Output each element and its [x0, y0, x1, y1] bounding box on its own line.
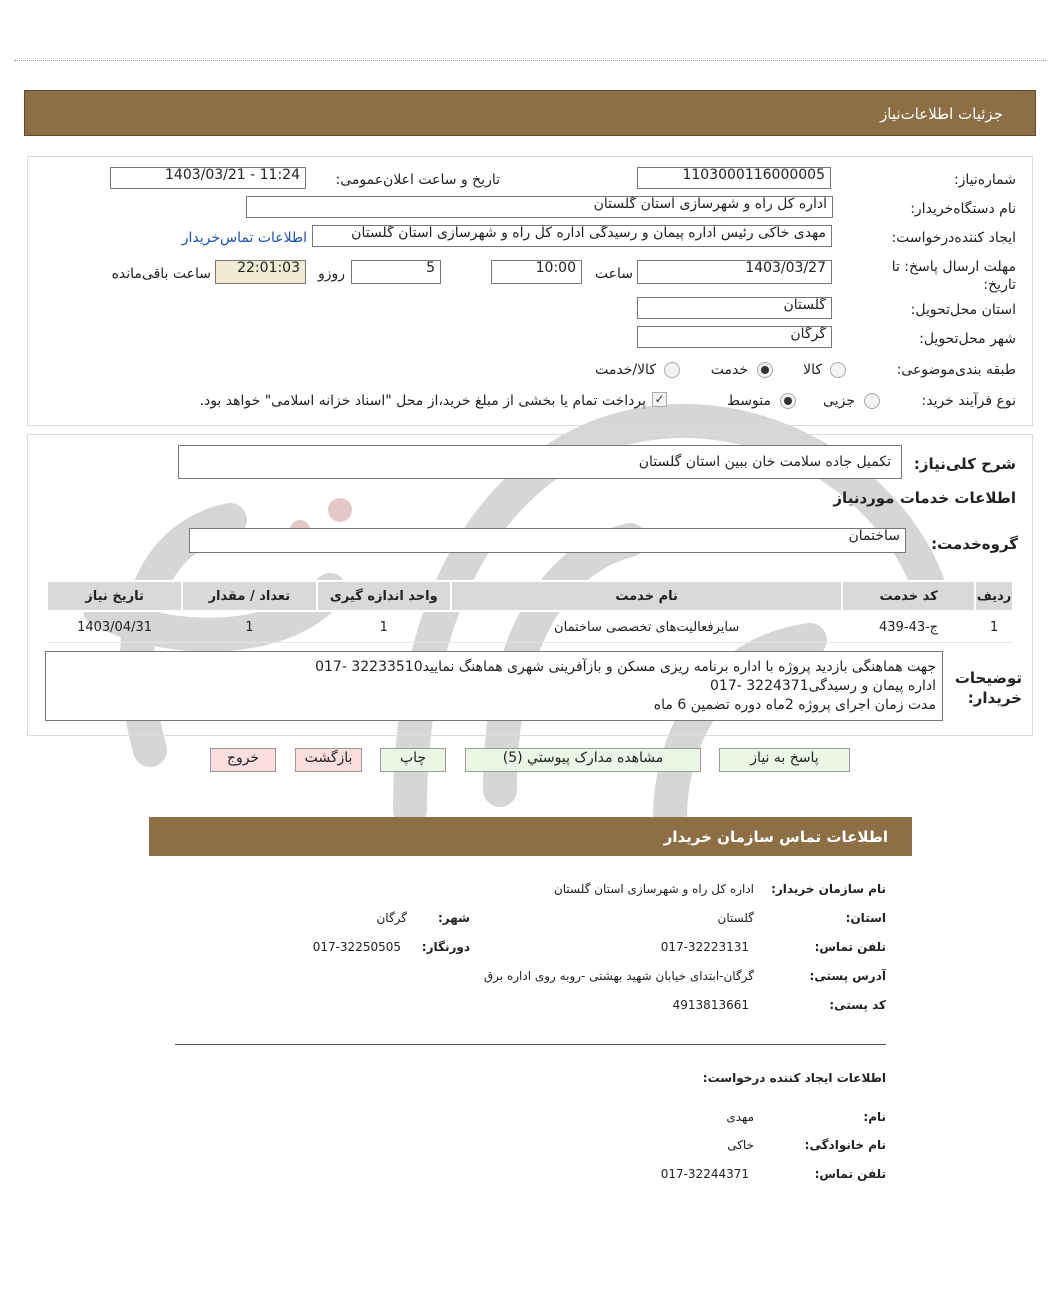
print-button[interactable]: چاپ: [380, 748, 446, 772]
col-service-name: نام خدمت: [451, 581, 842, 611]
deadline-time-label: ساعت: [594, 266, 633, 282]
process-medium-radio[interactable]: [780, 393, 796, 409]
contact-header-bar: [149, 817, 912, 856]
category-service-radio[interactable]: [757, 362, 773, 378]
buyer-notes-line: اداره پیمان و رسیدگی3224371 -017: [710, 678, 936, 694]
cell-service-name: سایرفعالیت‌های تخصصی ساختمان: [451, 611, 842, 643]
category-service-label: خدمت: [710, 362, 748, 378]
buyer-org-label: نام دستگاه‌خریدار:: [910, 201, 1016, 217]
contact-province-label: استان:: [845, 911, 886, 925]
col-service-code: کد خدمت: [842, 581, 975, 611]
remaining-time-field: 22:01:03: [215, 260, 306, 284]
deadline-label: مهلت ارسال پاسخ: تا تاریخ:: [891, 259, 1016, 293]
cell-need-date: 1403/04/31: [47, 611, 182, 643]
category-goods-label: کالا: [803, 362, 822, 378]
remaining-label: ساعت باقی‌مانده: [111, 266, 211, 282]
city-field: گرگان: [637, 326, 832, 348]
creator-field: مهدی خاکی رئیس اداره پیمان و رسیدگی اداره کل راه و شهرسازی استان گلستان: [312, 225, 832, 247]
days-label: روزو: [317, 266, 345, 282]
category-goods-radio[interactable]: [830, 362, 846, 378]
city-label: شهر محل‌تحویل:: [919, 331, 1016, 347]
creator-info-heading: اطلاعات ایجاد کننده درخواست:: [702, 1071, 886, 1085]
process-minor-radio[interactable]: [864, 393, 880, 409]
creator-last-name-value: خاکی: [727, 1138, 754, 1152]
col-unit: واحد اندازه گیری: [317, 581, 451, 611]
contact-postal-value: 4913813661: [672, 998, 749, 1012]
contact-fax-label: دورنگار:: [421, 940, 470, 954]
process-medium-label: متوسط: [727, 393, 771, 409]
treasury-payment-note: پرداخت تمام یا بخشی از مبلغ خرید،از محل "اسناد خزانه اسلامی" خواهد بود.: [199, 393, 646, 409]
cell-unit: 1: [317, 611, 451, 643]
process-type-label: نوع فرآیند خرید:: [921, 393, 1016, 409]
general-description-field: تکمیل جاده سلامت خان ببین استان گلستان: [178, 445, 902, 479]
general-description-label: شرح کلی‌نیاز:: [913, 455, 1016, 473]
process-minor-label: جزیی: [823, 393, 855, 409]
view-attachments-button[interactable]: مشاهده مدارک پیوستي (5): [465, 748, 701, 772]
services-table: [46, 580, 1014, 643]
contact-divider: [175, 1044, 886, 1045]
contact-header-title: اطلاعات تماس سازمان خریدار: [663, 828, 888, 846]
contact-phone-label: تلفن تماس:: [814, 940, 886, 954]
need-number-field: 1103000116000005: [637, 167, 831, 189]
contact-fax-value: 017-32250505: [312, 940, 401, 954]
days-field: 5: [351, 260, 441, 284]
buyer-notes-line: مدت زمان اجرای پروژه 2ماه دوره تضمین 6 ماه: [653, 697, 936, 713]
contact-org-label: نام سازمان خریدار:: [771, 882, 886, 896]
service-group-field: ساختمان: [189, 528, 906, 553]
service-group-label: گروه‌خدمت:: [931, 535, 1018, 553]
announce-datetime-field: 1403/03/21 - 11:24: [110, 167, 306, 189]
buyer-notes-label: توضیحات خریدار:: [954, 669, 1022, 707]
buyer-contact-link[interactable]: اطلاعات تماس‌خریدار: [181, 230, 307, 246]
contact-address-value: گرگان-ابتدای خیابان شهید بهشتی -روبه روی اداره برق: [483, 969, 754, 983]
creator-phone-value: 017-32244371: [660, 1167, 749, 1181]
back-button[interactable]: بازگشت: [295, 748, 362, 772]
contact-city-value: گرگان: [376, 911, 407, 925]
respond-button[interactable]: پاسخ به نیاز: [719, 748, 850, 772]
top-divider: [14, 60, 1046, 61]
province-label: استان محل‌تحویل:: [910, 302, 1016, 318]
contact-phone-value: 017-32223131: [660, 940, 749, 954]
need-number-label: شماره‌نیاز:: [953, 172, 1016, 188]
cell-quantity: 1: [182, 611, 316, 643]
announce-datetime-label: تاریخ و ساعت اعلان‌عمومی:: [335, 172, 500, 188]
deadline-time-field: 10:00: [491, 260, 582, 284]
col-quantity: تعداد / مقدار: [182, 581, 316, 611]
contact-city-label: شهر:: [438, 911, 470, 925]
contact-org-value: اداره کل راه و شهرسازی استان گلستان: [553, 882, 754, 896]
col-need-date: تاریخ نیاز: [47, 581, 182, 611]
contact-address-label: آدرس پستی:: [809, 969, 886, 983]
creator-last-name-label: نام خانوادگی:: [804, 1138, 886, 1152]
creator-first-name-label: نام:: [863, 1110, 886, 1124]
table-row: [47, 611, 1013, 643]
details-header-title: جزئیات اطلاعات‌نیاز: [880, 105, 1003, 123]
deadline-date-field: 1403/03/27: [637, 260, 832, 284]
category-label: طبقه بندی‌موضوعی:: [896, 362, 1016, 378]
creator-first-name-value: مهدی: [726, 1110, 754, 1124]
cell-service-code: ج-43-439: [842, 611, 975, 643]
exit-button[interactable]: خروج: [210, 748, 276, 772]
creator-label: ایجاد کننده‌درخواست:: [891, 230, 1016, 246]
contact-postal-label: کد پستی:: [829, 998, 886, 1012]
services-heading: اطلاعات خدمات موردنیاز: [833, 489, 1016, 507]
contact-province-value: گلستان: [717, 911, 754, 925]
buyer-notes-field: [45, 651, 943, 721]
category-goods-service-radio[interactable]: [664, 362, 680, 378]
creator-phone-label: تلفن تماس:: [814, 1167, 886, 1181]
province-field: گلستان: [637, 297, 832, 319]
col-row-number: ردیف: [975, 581, 1013, 611]
cell-row-number: 1: [975, 611, 1013, 643]
buyer-org-field: اداره کل راه و شهرسازی استان گلستان: [246, 196, 833, 218]
details-header-bar: [24, 90, 1036, 136]
buyer-notes-line: جهت هماهنگی بازدید پروژه با اداره برنامه ریزی مسکن و بازآفرینی شهری هماهنگ نمایید32233510 -017: [315, 659, 936, 675]
category-goods-service-label: کالا/خدمت: [595, 362, 656, 378]
treasury-payment-checkbox[interactable]: ✓: [652, 392, 667, 407]
